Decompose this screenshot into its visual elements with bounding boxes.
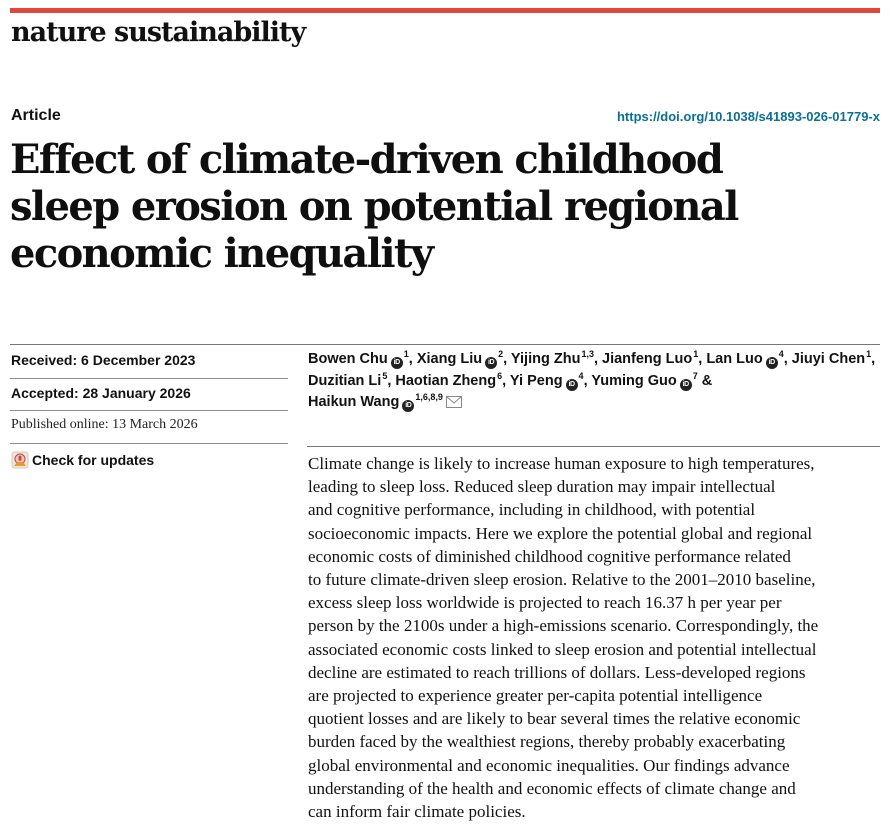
author-name[interactable]: Xiang Liu [416,351,483,367]
author-affiliation[interactable]: 2 [498,349,504,359]
author-affiliation[interactable]: 1 [693,349,699,359]
author[interactable] [308,394,462,410]
abstract-line: socioeconomic impacts. Here we explore the potential global and regional [308,523,813,543]
header-divider [10,344,880,345]
article-title-line-3: economic inequality [10,230,433,277]
author-separator: , [502,372,510,389]
author-name[interactable]: Yijing Zhu [510,351,581,367]
author-affiliation[interactable]: 1,3 [581,349,594,359]
orcid-icon[interactable]: iD [566,379,578,391]
author-affiliation[interactable]: 4 [778,349,784,359]
meta-divider [10,443,288,444]
author-separator: , [583,372,592,389]
abstract-line: global environmental and economic inequalities. Our findings advance [308,755,790,775]
author[interactable] [511,351,594,367]
abstract-line: understanding of the health and economic effects of climate change and [308,778,796,798]
author-name[interactable]: Haotian Zheng [395,372,497,389]
author-name[interactable]: Yi Peng [509,372,563,389]
author-separator: , [503,351,511,367]
abstract-line: quotient losses and are likely to bear several times the relative economic [308,709,801,729]
journal-accent-rule [10,8,880,13]
abstract-line: associated economic costs linked to sleep erosion and potential intellectual [308,639,817,659]
author-affiliation[interactable]: 5 [382,370,388,381]
orcid-icon[interactable]: iD [680,379,692,391]
abstract-line: burden faced by the wealthiest regions, thereby probably exacerbating [308,732,786,752]
author[interactable] [308,351,409,367]
abstract-line: decline are estimated to reach trillions of dollars. Less-developed regions [308,662,806,682]
author[interactable] [417,351,503,367]
meta-divider [10,378,288,379]
abstract-line: to future climate-driven sleep erosion. Relative to the 2001–2010 baseline, [308,570,816,590]
author[interactable] [308,370,388,389]
article-title [10,136,738,277]
author[interactable] [509,370,584,389]
author-separator: , [698,351,707,367]
author-separator: , [387,372,396,389]
abstract-line: are projected to experience greater per-capita potential intelligence [308,686,763,706]
abstract-line: and cognitive performance, including in childhood, with potential [308,500,756,520]
orcid-icon[interactable]: iD [391,357,403,369]
article-type-label: Article [11,107,61,124]
accepted-date: Accepted: 28 January 2026 [11,385,191,401]
article-title-line-2: sleep erosion on potential regional [10,183,738,230]
author-separator: , [783,351,792,367]
abstract-line: leading to sleep loss. Reduced sleep duration may impair intellectual [308,477,776,497]
abstract-line: excess sleep loss worldwide is projected to reach 16.37 h per year per [308,593,782,613]
orcid-icon[interactable]: iD [402,400,414,412]
doi-link[interactable]: https://doi.org/10.1038/s41893-026-01779-x [616,109,880,124]
author-affiliation[interactable]: 6 [497,370,503,381]
author-affiliation[interactable]: 1,6,8,9 [415,392,443,402]
received-date: Received: 6 December 2023 [11,352,196,368]
check-updates-label: Check for updates [32,452,155,468]
abstract-divider [307,446,880,447]
published-date: Published online: 13 March 2026 [11,417,198,432]
author-affiliation[interactable]: 1 [866,349,872,359]
abstract-line: Climate change is likely to increase human exposure to high temperatures, [308,454,815,473]
meta-divider [10,410,288,411]
author[interactable] [395,370,503,389]
article-title-line-1: Effect of climate-driven childhood [10,136,723,183]
author[interactable] [792,351,871,367]
author[interactable] [706,351,783,367]
orcid-icon[interactable]: iD [485,357,497,369]
abstract-line: person by the 2100s under a high-emissions scenario. Correspondingly, the [308,616,819,636]
author-separator: , [408,351,417,367]
abstract [308,452,880,823]
check-for-updates-button[interactable] [11,451,154,469]
author[interactable] [602,351,698,367]
author-separator: & [697,372,713,389]
author-name[interactable]: Haikun Wang [308,394,400,410]
author-line [308,371,882,393]
author-separator: , [871,351,876,367]
author-affiliation[interactable]: 7 [692,370,698,381]
author-line [308,349,882,371]
check-updates-icon [11,451,29,469]
author-affiliation[interactable]: 1 [403,349,409,359]
author-name[interactable]: Lan Luo [706,351,763,367]
mail-icon[interactable] [446,394,462,416]
author-separator: , [593,351,603,367]
author-name[interactable]: Jianfeng Luo [602,351,693,367]
abstract-line: economic costs of diminished childhood cognitive performance related [308,546,791,566]
author-name[interactable]: Duzitian Li [308,372,382,389]
author-name[interactable]: Jiuyi Chen [791,351,866,367]
journal-name[interactable]: nature sustainability [11,17,306,48]
author-name[interactable]: Bowen Chu [308,351,388,367]
author-line [308,392,882,416]
author[interactable] [591,370,698,389]
author-name[interactable]: Yuming Guo [591,372,677,389]
author-affiliation[interactable]: 4 [578,370,584,381]
author-list [308,349,882,416]
orcid-icon[interactable]: iD [766,357,778,369]
abstract-line: can inform fair climate policies. [308,802,526,822]
